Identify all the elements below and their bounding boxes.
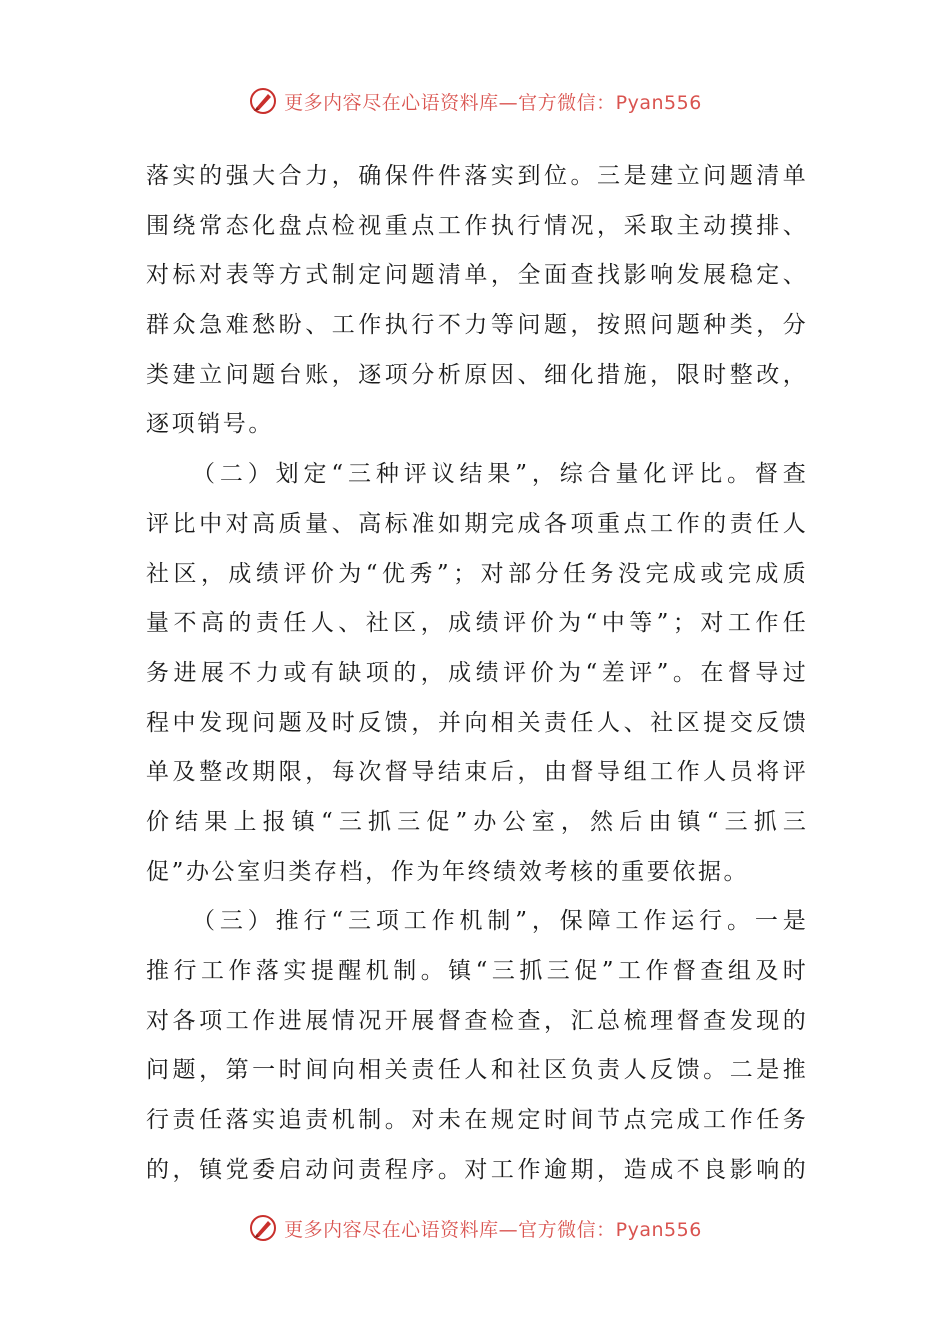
text-line: 评 比 中 对 高 质 量 、 高 标 准 如 期 完 成 各 项 重 点 工 作 的 责 任 人 [146,510,806,537]
pen-logo-icon [248,1213,278,1243]
text-line: 推 行 工 作 落 实 提 醒 机 制 。 镇 “ 三 抓 三 促 ” 工 作 督 查 组 及 时 [146,958,806,984]
text-line: （ 三 ） 推 行 “ 三 项 工 作 机 制 ” ， 保 障 工 作 运 行 。 一 是 [192,908,806,935]
text-line: 问 题 ， 第 一 时 间 向 相 关 责 任 人 和 社 区 负 责 人 反 馈 。 二 是 推 [146,1057,806,1084]
text-line: 促”办公室归类存档，作为年终绩效考核的重要依据。 [146,858,750,885]
watermark-text: 更多内容尽在心语资料库—官方微信：Pyan556 [284,1218,702,1241]
text-line: 行 责 任 落 实 追 责 机 制 。 对 未 在 规 定 时 间 节 点 完 成 工 作 任 务 [146,1107,806,1134]
footer-watermark [0,1213,950,1243]
text-line: 对 各 项 工 作 进 展 情 况 开 展 督 查 检 查 ， 汇 总 梳 理 督 查 发 现 的 [146,1007,806,1034]
text-line: 价 结 果 上 报 镇 “ 三 抓 三 促 ” 办 公 室 ， 然 后 由 镇 “ 三 抓 三 [146,808,806,835]
text-line: 社 区 ， 成 绩 评 价 为 “ 优 秀 ” ； 对 部 分 任 务 没 完 成 或 完 成 质 [146,560,806,587]
text-line: 程 中 发 现 问 题 及 时 反 馈 ， 并 向 相 关 责 任 人 、 社 区 提 交 反 馈 [146,709,806,736]
pen-logo-icon [248,86,278,116]
document-body [146,152,806,1195]
text-line: 类 建 立 问 题 台 账 ， 逐 项 分 析 原 因 、 细 化 措 施 ， 限 时 整 改 ， [146,361,806,388]
watermark-text: 更多内容尽在心语资料库—官方微信：Pyan556 [284,91,702,114]
text-line: 的 ， 镇 党 委 启 动 问 责 程 序 。 对 工 作 逾 期 ， 造 成 不 良 影 响 的 [146,1156,806,1183]
text-line: 单 及 整 改 期 限 ， 每 次 督 导 结 束 后 ， 由 督 导 组 工 作 人 员 将 评 [146,759,806,786]
text-line: 落 实 的 强 大 合 力 ， 确 保 件 件 落 实 到 位 。 三 是 建 立 问 题 清 单 [146,163,806,189]
text-line: 量 不 高 的 责 任 人 、 社 区 ， 成 绩 评 价 为 “ 中 等 ” ； 对 工 作 任 [146,610,806,637]
text-line: 群 众 急 难 愁 盼 、 工 作 执 行 不 力 等 问 题 ， 按 照 问 题 种 类 ， 分 [146,312,806,339]
text-line: 逐项销号。 [146,411,274,438]
text-line: （ 二 ） 划 定 “ 三 种 评 议 结 果 ” ， 综 合 量 化 评 比 。 督 查 [192,461,806,488]
text-line: 对 标 对 表 等 方 式 制 定 问 题 清 单 ， 全 面 查 找 影 响 发 展 稳 定 、 [146,262,806,289]
text-line: 围 绕 常 态 化 盘 点 检 视 重 点 工 作 执 行 情 况 ， 采 取 主 动 摸 排 、 [146,212,806,239]
text-line: 务 进 展 不 力 或 有 缺 项 的 ， 成 绩 评 价 为 “ 差 评 ” 。 在 督 导 过 [146,659,806,686]
header-watermark [0,86,950,116]
